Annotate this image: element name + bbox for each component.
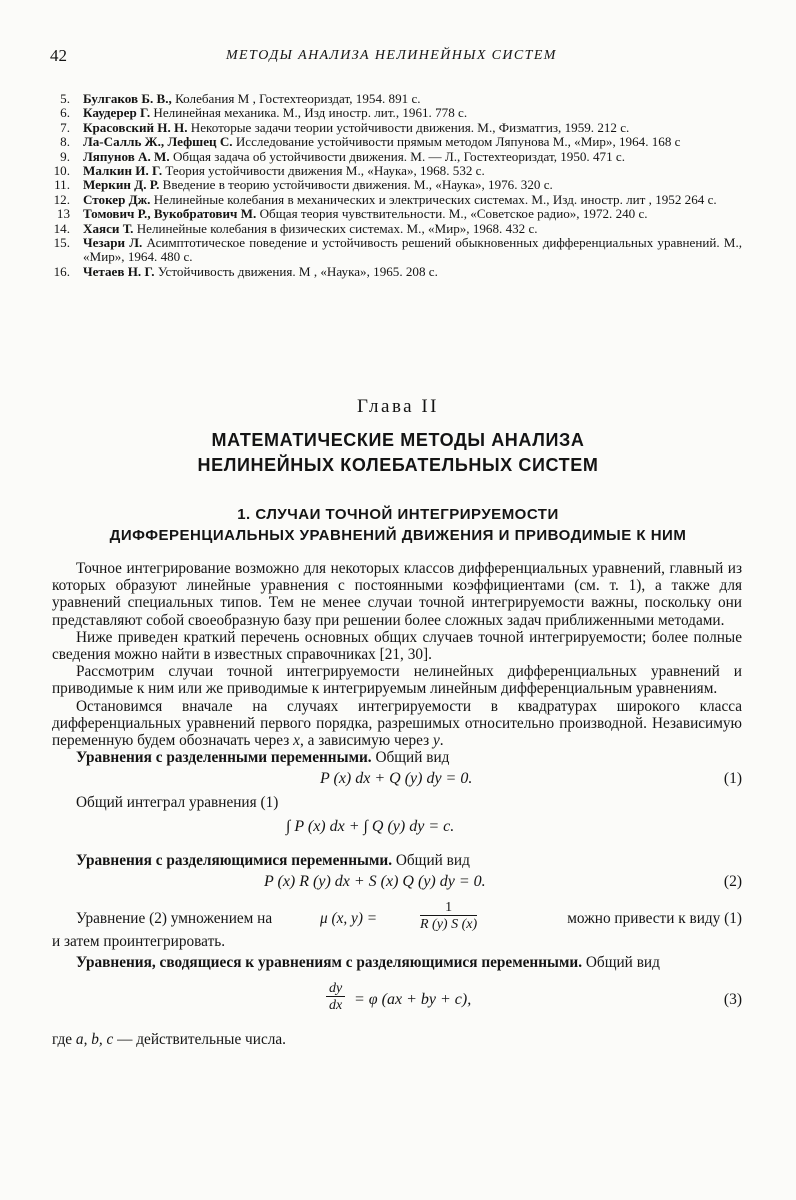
subheading-reducible-equations (52, 954, 742, 971)
reference-author: Красовский Н. Н. (83, 119, 188, 135)
mu-formula: μ (x, y) = (320, 909, 378, 927)
reference-author: Ляпунов А. М. (83, 148, 170, 164)
reference-item (52, 121, 742, 135)
fraction-numerator: 1 (420, 900, 477, 916)
paragraph: Общий интеграл уравнения (1) (76, 794, 279, 812)
reference-item (52, 150, 742, 164)
reference-item (52, 92, 742, 106)
equation: = φ (ax + by + c), (354, 991, 472, 1009)
reference-text: Нелинейная механика. М., Изд иностр. лит., 1961. 778 с. (150, 105, 468, 121)
reference-author: Булгаков Б. В., (83, 91, 172, 106)
equation: ∫ P (x) dx + ∫ Q (y) dy = c. (286, 817, 455, 835)
variables: a, b, c (75, 1031, 114, 1049)
equation-number: (2) (723, 872, 742, 890)
reference-number: 16. (53, 263, 70, 279)
reference-text: Исследование устойчивости прямым методом Ляпунова М., «Мир», 1964. 168 с (232, 134, 681, 150)
derivative-fraction (326, 981, 345, 1014)
paragraph-text: . (439, 732, 444, 750)
reference-text: Общая теория чувствительности. М., «Советское радио», 1972. 240 с. (256, 206, 648, 222)
chapter-title (0, 428, 796, 478)
paragraph-text: , а зависимую через (299, 732, 433, 750)
reference-item (52, 236, 742, 265)
reference-text: Общая задача об устойчивости движения. М. — Л., Гостехтеориздат, 1950. 471 с. (169, 148, 625, 164)
reference-number: 14. (53, 220, 70, 236)
reference-item (52, 222, 742, 236)
reference-number: 5. (60, 91, 70, 106)
paragraph: Точное интегрирование возможно для некоторых классов дифференциальных уравнений, главный из которых образуют линейные уравнения с постоянными коэффициентами (см. т. 1), а также для уравнений специальных типов. Тем не менее случаи точной интегрируемости важны, поскольку они представляют собой своеобразную базу при решении более сложных задач приближенными методами. (52, 560, 742, 629)
reference-author: Томович Р., Вукобратович М. (83, 206, 257, 222)
running-title: МЕТОДЫ АНАЛИЗА НЕЛИНЕЙНЫХ СИСТЕМ (226, 48, 557, 63)
reference-number: 10. (53, 163, 70, 179)
equation-1 (52, 770, 742, 792)
reference-text: Теория устойчивости движения М., «Наука», 1968. 532 с. (162, 163, 485, 179)
variable: x (293, 732, 300, 750)
section-title (0, 504, 796, 546)
reference-number: 12. (53, 191, 70, 207)
paragraph-text: Остановимся вначале на случаях интегрируемости в квадратурах широкого класса дифференциальных уравнений первого порядка, разрешимых относительно производной. Независимую переменную будем обозначать через (52, 697, 742, 750)
variable: y (433, 732, 440, 750)
reference-number: 8. (60, 134, 70, 150)
subheading-tail: Общий вид (371, 749, 450, 767)
reference-item (52, 193, 742, 207)
reference-item (52, 106, 742, 120)
reference-author: Ла-Салль Ж., Лефшец С. (83, 134, 233, 150)
reference-item (52, 265, 742, 279)
paragraph: Ниже приведен краткий перечень основных общих случаев точной интегрируемости; более полные сведения можно найти в известных справочниках [21, 30]. (52, 628, 742, 664)
paragraph-text: где (52, 1031, 76, 1049)
reference-author: Каудерер Г. (83, 105, 151, 121)
body-text (52, 560, 742, 1048)
fraction-numerator: dy (326, 981, 345, 997)
equation-2 (52, 873, 742, 895)
reference-text: Асимптотическое поведение и устойчивость решений обыкновенных дифференциальных уравнений. М., «Мир», 1964. 480 с. (83, 235, 743, 265)
paragraph-text: можно привести к виду (1) (567, 909, 742, 927)
equation-3 (52, 979, 742, 1027)
fraction-denominator: dx (329, 998, 343, 1014)
reference-text: Введение в теорию устойчивости движения. М., «Наука», 1976. 320 с. (159, 177, 553, 193)
page-number: 42 (50, 46, 67, 65)
chapter-label: Глава II (356, 396, 440, 417)
reference-text: Нелинейные колебания в механических и электрических системах. М., Изд. иностр. лит , 1952 264 с. (150, 191, 717, 207)
equation-integral (52, 818, 742, 840)
reference-item (52, 207, 742, 221)
reference-number: 13 (56, 206, 70, 222)
reference-number: 7. (60, 119, 70, 135)
reference-text: Устойчивость движения. М , «Наука», 1965. 208 с. (154, 263, 438, 279)
reference-item (52, 164, 742, 178)
subheading-separated-variables (52, 749, 742, 766)
reference-author: Чезари Л. (83, 235, 143, 251)
reference-number: 11. (54, 177, 70, 193)
reference-number: 6. (60, 105, 70, 121)
reference-author: Меркин Д. Р. (83, 177, 160, 193)
reference-item (52, 135, 742, 149)
equation: P (x) R (y) dx + S (x) Q (y) dy = 0. (264, 872, 486, 890)
paragraph (52, 1031, 742, 1048)
reference-number: 9. (60, 148, 70, 164)
equation-number: (3) (723, 991, 742, 1009)
equation-number: (1) (723, 770, 742, 788)
paragraph-text: Уравнение (2) умножением на (76, 909, 273, 927)
page-header (50, 46, 752, 70)
chapter-title-line: МАТЕМАТИЧЕСКИЕ МЕТОДЫ АНАЛИЗА (211, 430, 585, 450)
reference-author: Хаяси Т. (83, 220, 134, 236)
mu-sentence (52, 901, 742, 935)
fraction-denominator: R (y) S (x) (420, 916, 478, 932)
paragraph (52, 698, 742, 750)
subheading: Уравнения с разделенными переменными. (76, 749, 372, 767)
reference-text: Некоторые задачи теории устойчивости движения. М., Физматгиз, 1959. 212 с. (187, 119, 630, 135)
reference-author: Четаев Н. Г. (83, 263, 155, 279)
subheading-tail: Общий вид (582, 954, 660, 972)
chapter-title-line: НЕЛИНЕЙНЫХ КОЛЕБАТЕЛЬНЫХ СИСТЕМ (197, 455, 599, 475)
reference-text: Нелинейные колебания в физических системах. М., «Мир», 1968. 432 с. (133, 220, 538, 236)
paragraph: и затем проинтегрировать. (52, 932, 226, 950)
equation: P (x) dx + Q (y) dy = 0. (320, 770, 473, 788)
section-title-line: ДИФФЕРЕНЦИАЛЬНЫХ УРАВНЕНИЙ ДВИЖЕНИЯ И ПРИВОДИМЫЕ К НИМ (109, 527, 687, 544)
reference-author: Малкин И. Г. (83, 163, 163, 179)
section-title-line: 1. СЛУЧАИ ТОЧНОЙ ИНТЕГРИРУЕМОСТИ (237, 506, 559, 523)
reference-text: Колебания М , Гостехтеориздат, 1954. 891 с. (171, 91, 421, 106)
subheading: Уравнения с разделяющимися переменными. (76, 851, 393, 869)
reference-item (52, 178, 742, 192)
subheading-tail: Общий вид (392, 851, 470, 869)
reference-author: Стокер Дж. (83, 191, 151, 207)
reference-list (52, 92, 742, 279)
subheading-separable-variables (52, 852, 742, 869)
subheading: Уравнения, сводящиеся к уравнениям с разделяющимися переменными. (76, 954, 583, 972)
paragraph: Рассмотрим случаи точной интегрируемости нелинейных дифференциальных уравнений и приводимые к ним или же приводимые к интегрируемым линейным дифференциальным уравнениям. (52, 663, 742, 698)
paragraph-text: — действительные числа. (113, 1031, 286, 1049)
mu-fraction (420, 900, 477, 933)
reference-number: 15. (53, 235, 70, 251)
